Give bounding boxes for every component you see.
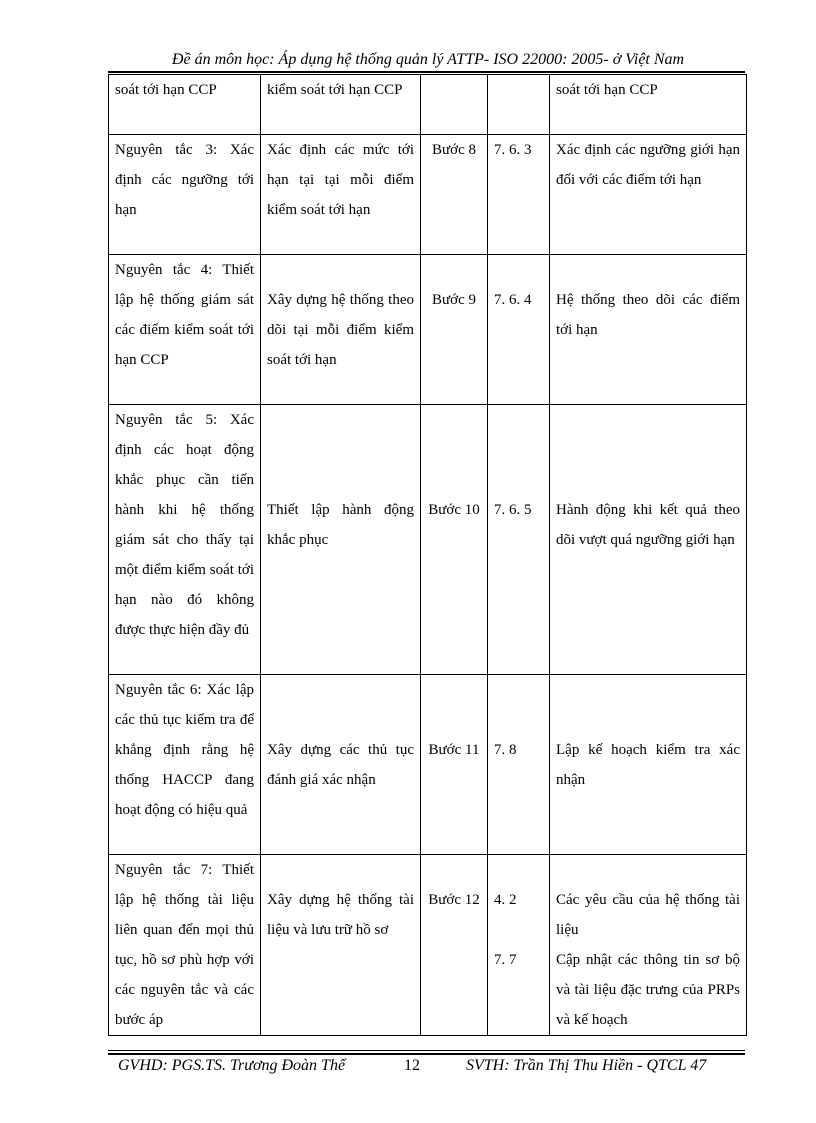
footer-rule-thin [108, 1050, 745, 1051]
iso-requirement: soát tới hạn CCP [556, 82, 658, 98]
footer-supervisor: GVHD: PGS.TS. Trương Đoàn Thể [118, 1057, 346, 1074]
iso-requirement: Xác định các ngưỡng giới hạn đối với các điểm tới hạn [556, 142, 740, 188]
table-row [109, 405, 747, 675]
iso-clause-cell [488, 855, 550, 1036]
iso-requirement-cell [550, 855, 747, 1036]
iso-requirement-cell [550, 135, 747, 255]
page-header-title: Đề án môn học: Áp dụng hệ thống quản lý ATTP- ISO 22000: 2005- ở Việt Nam [171, 51, 685, 68]
iso-clause: 7. 6. 4 [494, 292, 532, 308]
header-rule [108, 71, 745, 73]
haccp-principle-cell: Nguyên tắc 6: Xác lập các thủ tục kiểm tra để khẳng định rằng hệ thống HACCP đang hoạt động có hiệu quả [109, 675, 261, 855]
iso-clause-cell [488, 75, 550, 135]
step-description-cell: Xây dựng hệ thống tài liệu và lưu trữ hồ sơ [261, 855, 421, 1036]
step-number-cell: Bước 8 [421, 135, 488, 255]
iso-clause: 4. 2 [494, 892, 517, 908]
step-number-cell: Bước 12 [421, 855, 488, 1036]
iso-clause: 7. 6. 5 [494, 502, 532, 518]
haccp-principle-cell: Nguyên tắc 7: Thiết lập hệ thống tài liệu liên quan đến mọi thủ tục, hồ sơ phù hợp với các nguyên tắc và các bước áp [109, 855, 261, 1036]
footer-rule [108, 1053, 745, 1055]
iso-requirement: Hành động khi kết quả theo dõi vượt quá ngưỡng giới hạn [556, 502, 740, 548]
iso-clause: 7. 8 [494, 742, 517, 758]
step-description-cell: Xác định các mức tới hạn tại tại mỗi điểm kiểm soát tới hạn [261, 135, 421, 255]
table-row [109, 135, 747, 255]
step-description-cell: Thiết lập hành động khắc phục [261, 405, 421, 675]
table-row [109, 75, 747, 135]
iso-requirement-cell [550, 75, 747, 135]
step-description-cell: kiểm soát tới hạn CCP [261, 75, 421, 135]
table-row [109, 855, 747, 1036]
haccp-iso-comparison-table [108, 74, 747, 1036]
iso-clause-cell [488, 255, 550, 405]
step-number-cell: Bước 9 [421, 255, 488, 405]
table-row [109, 675, 747, 855]
table-row [109, 255, 747, 405]
haccp-principle-cell: Nguyên tắc 3: Xác định các ngưỡng tới hạn [109, 135, 261, 255]
step-number-cell: Bước 11 [421, 675, 488, 855]
iso-clause: 7. 7 [494, 952, 517, 968]
step-number-cell: Bước 10 [421, 405, 488, 675]
iso-clause: 7. 6. 3 [494, 142, 532, 158]
iso-requirement: Cập nhật các thông tin sơ bộ và tài liệu đặc trưng của PRPs và kế hoạch [556, 952, 740, 1028]
iso-requirement-cell [550, 255, 747, 405]
iso-requirement: Lập kế hoạch kiểm tra xác nhận [556, 742, 740, 788]
iso-clause-cell [488, 675, 550, 855]
haccp-principle-cell: soát tới hạn CCP [109, 75, 261, 135]
iso-clause-cell [488, 135, 550, 255]
haccp-principle-cell: Nguyên tắc 4: Thiết lập hệ thống giám sát các điểm kiểm soát tới hạn CCP [109, 255, 261, 405]
iso-requirement-cell [550, 675, 747, 855]
step-description-cell: Xây dựng các thủ tục đánh giá xác nhận [261, 675, 421, 855]
iso-requirement-cell [550, 405, 747, 675]
step-number-cell [421, 75, 488, 135]
step-description-cell: Xây dựng hệ thống theo dõi tại mỗi điểm kiểm soát tới hạn [261, 255, 421, 405]
footer-student: SVTH: Trần Thị Thu Hiền - QTCL 47 [466, 1057, 707, 1074]
page-number: 12 [404, 1057, 420, 1074]
haccp-principle-cell: Nguyên tắc 5: Xác định các hoạt động khắc phục cần tiến hành khi hệ thống giám sát cho thấy tại một điểm kiểm soát tới hạn nào đó không được thực hiện đầy đủ [109, 405, 261, 675]
iso-clause-cell [488, 405, 550, 675]
iso-requirement: Các yêu cầu của hệ thống tài liệu [556, 892, 740, 938]
iso-requirement: Hệ thống theo dõi các điểm tới hạn [556, 292, 740, 338]
